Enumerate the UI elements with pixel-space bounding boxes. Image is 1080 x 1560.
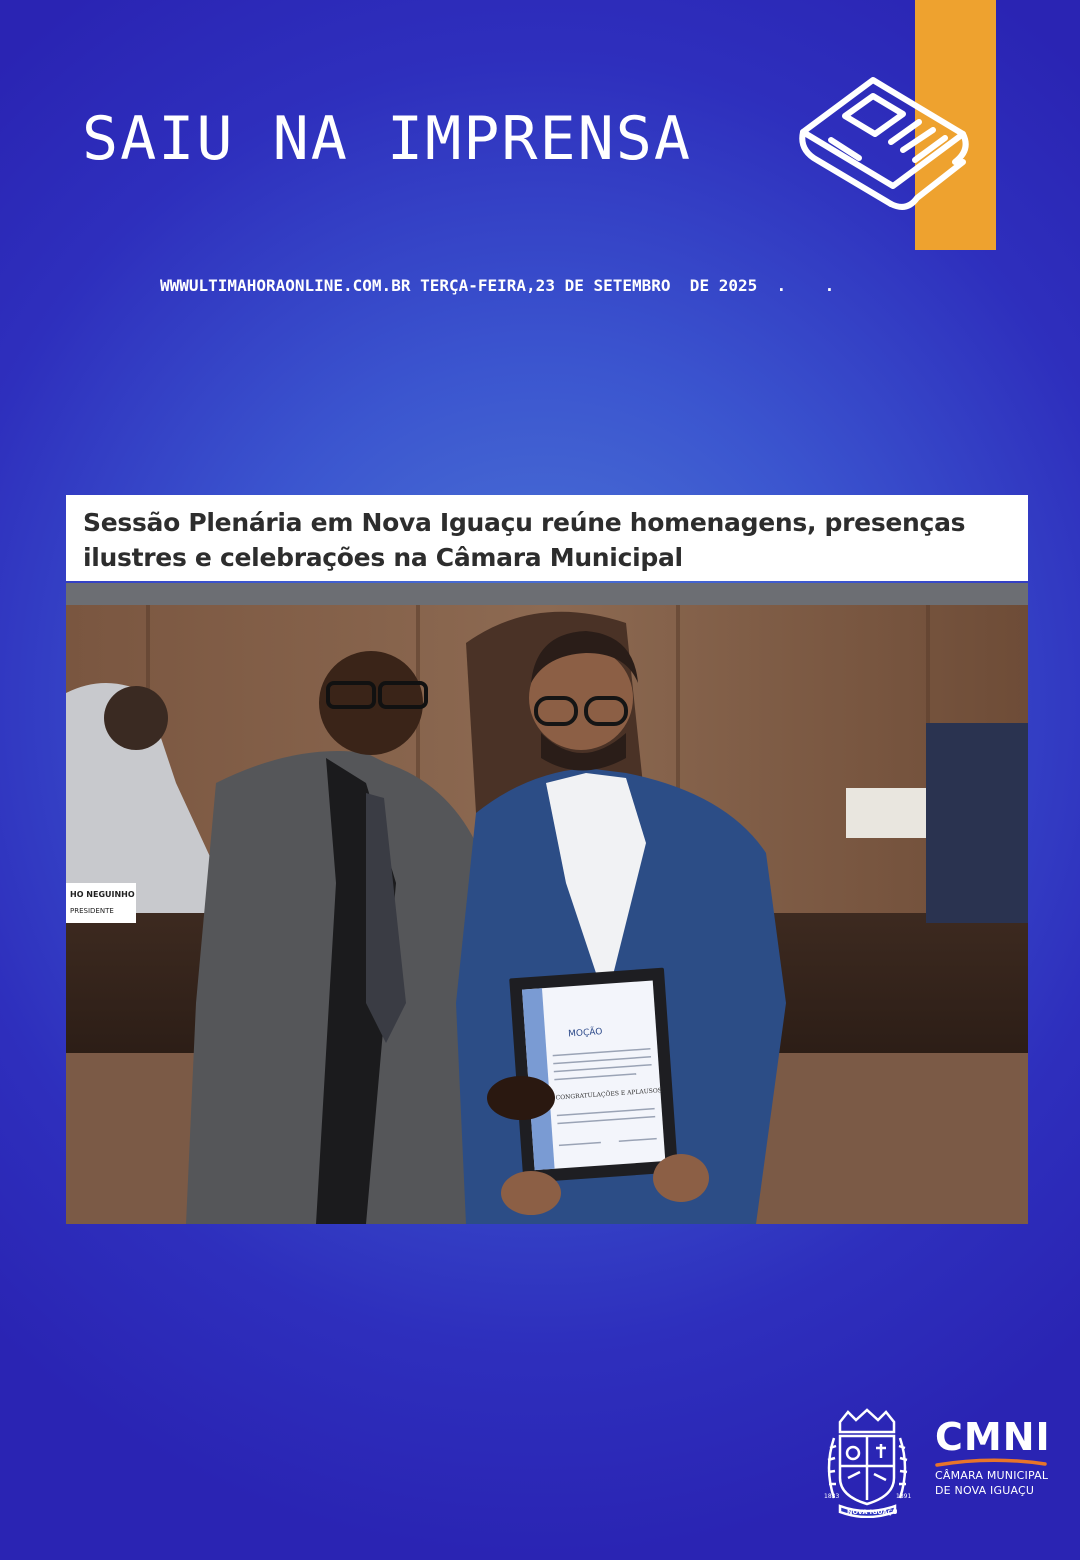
- page-title: SAIU NA IMPRENSA: [82, 104, 692, 174]
- nameplate-role: PRESIDENTE: [70, 907, 114, 915]
- nameplate-name: HO NEGUINHO: [70, 890, 135, 899]
- certificate-title: MOÇÃO: [567, 1027, 603, 1040]
- newspaper-icon: [795, 70, 970, 210]
- headline-box: [66, 495, 1028, 581]
- cmni-acronym: CMNI: [935, 1415, 1051, 1459]
- crest-year-right: 1891: [896, 1493, 912, 1500]
- cmni-logo: [935, 1415, 1051, 1513]
- crest-year-left: 1833: [824, 1493, 840, 1500]
- certificate-subtitle: CONGRATULAÇÕES E APLAUSOS: [555, 1087, 663, 1102]
- article-headline: Sessão Plenária em Nova Iguaçu reúne homenagens, presenças ilustres e celebrações na Câmara Municipal: [83, 508, 966, 572]
- cmni-name-line1: CÂMARA MUNICIPAL: [935, 1469, 1049, 1482]
- nova-iguacu-coat-of-arms: [820, 1408, 915, 1518]
- dateline: WWWULTIMAHORAONLINE.COM.BR TERÇA-FEIRA,23 DE SETEMBRO DE 2025 . .: [160, 276, 835, 295]
- article-photo: [66, 583, 1028, 1224]
- crest-banner: NOVA IGUAÇU: [847, 1508, 898, 1516]
- swoosh-icon: [935, 1458, 1047, 1468]
- cmni-name-line2: DE NOVA IGUAÇU: [935, 1484, 1035, 1497]
